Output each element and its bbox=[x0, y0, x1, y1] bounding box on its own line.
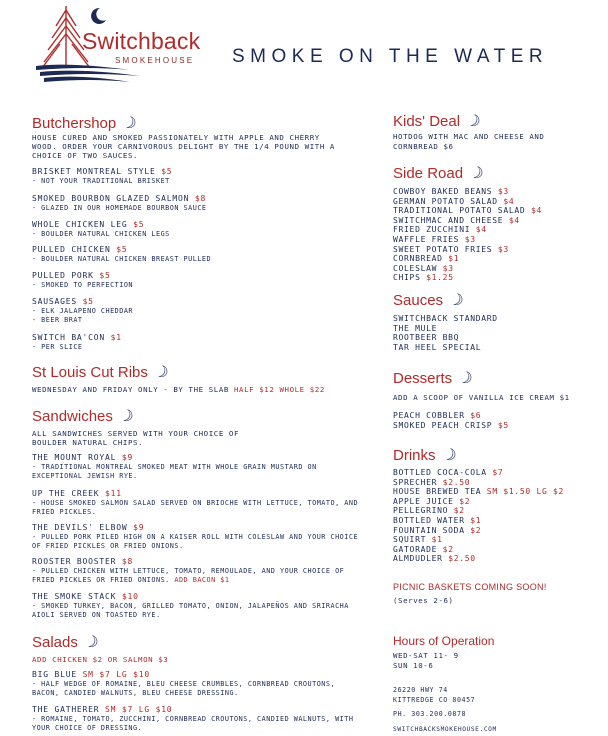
crescent-moon-icon: ☽ bbox=[466, 163, 486, 184]
sandwiches-title: Sandwiches ☽ bbox=[32, 406, 136, 427]
list-item: SWITCHMAC AND CHEESE $4 bbox=[393, 215, 520, 225]
hours-line-2: SUN 10-6 bbox=[393, 661, 434, 670]
picnic-title: PICNIC BASKETS COMING SOON! bbox=[393, 582, 547, 592]
brand-name: Switchback bbox=[82, 28, 201, 54]
butchershop-intro: HOUSE CURED AND SMOKED PASSIONATELY WITH APPLE AND CHERRY WOOD. ORDER YOUR CARNIVOROUS DELIGHT BY THE 1/4 POUND WITH A CHOICE OF TWO SAUCES. bbox=[32, 133, 335, 160]
page-headline: SMOKE ON THE WATER bbox=[232, 46, 549, 67]
list-item: PELLEGRINO $2 bbox=[393, 506, 465, 516]
ribs-title: St Louis Cut Ribs ☽ bbox=[32, 362, 171, 383]
butchershop-item: PULLED PORK $5 - SMOKED TO PERFECTION bbox=[32, 271, 134, 289]
list-item: WAFFLE FRIES $3 bbox=[393, 234, 476, 244]
list-item: BOTTLED WATER $1 bbox=[393, 515, 482, 525]
side-road-title: Side Road ☽ bbox=[393, 163, 486, 184]
list-item: TAR HEEL SPECIAL bbox=[393, 342, 482, 352]
phone-number: PH. 303.200.0878 bbox=[393, 710, 467, 718]
salads-section bbox=[32, 632, 362, 652]
butchershop-item: PULLED CHICKEN $5 - BOULDER NATURAL CHICKEN BREAST PULLED bbox=[32, 245, 212, 263]
crescent-moon-icon: ☽ bbox=[116, 406, 136, 427]
crescent-moon-icon: ☽ bbox=[81, 632, 101, 653]
sandwich-item: THE DEVILS' ELBOW $9 - PULLED PORK PILED HIGH ON A KAISER ROLL WITH COLESLAW AND YOUR CHOICE OF FRIED PICKLES OR FRIED ONIONS. bbox=[32, 523, 359, 550]
list-item: COWBOY BAKED BEANS $3 bbox=[393, 187, 509, 196]
sandwich-item: ROOSTER BOOSTER $8 - PULLED CHICKEN WITH LETTUCE, TOMATO, REMOULADE, AND YOUR CHOICE OF FRIED PICKLES OR FRIED ONIONS. ADD BACON $1 bbox=[32, 557, 345, 584]
salad-item: THE GATHERER SM $7 LG $10 - ROMAINE, TOMATO, ZUCCHINI, CORNBREAD CROUTONS, CANDIED WALNUTS, WITH YOUR CHOICE OF DRESSING. bbox=[32, 705, 354, 732]
list-item: GERMAN POTATO SALAD $4 bbox=[393, 196, 515, 206]
hours-title: Hours of Operation bbox=[393, 634, 495, 648]
butchershop-item: SAUSAGES $5 - ELK JALAPENO CHEDDAR - BEER BRAT bbox=[32, 297, 134, 324]
address-line-2: KITTREDGE CO 80457 bbox=[393, 696, 476, 704]
brand-subtitle: SMOKEHOUSE bbox=[115, 56, 195, 65]
logo-moon-icon bbox=[91, 8, 106, 24]
ribs-line: WEDNESDAY AND FRIDAY ONLY - BY THE SLAB HALF $12 WHOLE $22 bbox=[32, 385, 325, 394]
desserts-title: Desserts ☽ bbox=[393, 368, 475, 389]
website[interactable]: SWITCHBACKSMOKEHOUSE.COM bbox=[393, 726, 497, 733]
water-waves-icon bbox=[36, 65, 140, 82]
list-item: ALMDUDLER $2.50 bbox=[393, 554, 476, 564]
salads-addon: ADD CHICKEN $2 OR SALMON $3 bbox=[32, 655, 169, 664]
sauces-title: Sauces ☽ bbox=[393, 290, 466, 311]
list-item: SWEET POTATO FRIES $3 bbox=[393, 244, 509, 254]
butchershop-title: Butchershop ☽ bbox=[32, 113, 139, 134]
kids-title: Kids' Deal ☽ bbox=[393, 111, 483, 132]
list-item: COLESLAW $3 bbox=[393, 263, 454, 273]
kids-line-1: HOTDOG WITH MAC AND CHEESE AND bbox=[393, 132, 545, 141]
list-item: APPLE JUICE $2 bbox=[393, 496, 471, 506]
butchershop-item: WHOLE CHICKEN LEG $5 - BOULDER NATURAL CHICKEN LEGS bbox=[32, 220, 170, 238]
list-item: TRADITIONAL POTATO SALAD $4 bbox=[393, 206, 542, 216]
desserts-list bbox=[393, 411, 593, 430]
salad-item: BIG BLUE SM $7 LG $10 - HALF WEDGE OF ROMAINE, BLEU CHEESE CRUMBLES, CORNBREAD CROUTONS, BACON, CANDIED WALNUTS, BLEU CHEESE DRESSING. bbox=[32, 670, 336, 697]
desserts-section bbox=[393, 368, 593, 388]
salads-title: Salads ☽ bbox=[32, 632, 101, 653]
sandwich-item: THE SMOKE STACK $10 - SMOKED TURKEY, BACON, GRILLED TOMATO, ONION, JALAPEÑOS AND SRIRACHA AIOLI SERVED ON TOASTED RYE. bbox=[32, 592, 349, 619]
drinks-title: Drinks ☽ bbox=[393, 445, 459, 466]
list-item: HOUSE BREWED TEA SM $1.50 LG $2 bbox=[393, 487, 565, 497]
list-item: SMOKED PEACH CRISP $5 bbox=[393, 420, 509, 430]
list-item: PEACH COBBLER $6 bbox=[393, 411, 482, 420]
sandwiches-intro: ALL SANDWICHES SERVED WITH YOUR CHOICE OF BOULDER NATURAL CHIPS. bbox=[32, 429, 240, 447]
list-item: SPRECHER $2.50 bbox=[393, 477, 471, 487]
list-item: THE MULE bbox=[393, 323, 438, 333]
list-item: GATORADE $2 bbox=[393, 544, 454, 554]
list-item: BOTTLED COCA-COLA $7 bbox=[393, 468, 504, 477]
drinks-list bbox=[393, 468, 593, 564]
ribs-section bbox=[32, 362, 362, 382]
crescent-moon-icon: ☽ bbox=[463, 111, 483, 132]
butchershop-item: SMOKED BOURBON GLAZED SALMON $8 - GLAZED IN OUR HOMEMADE BOURBON SAUCE bbox=[32, 194, 207, 212]
desserts-addon: ADD A SCOOP OF VANILLA ICE CREAM $1 bbox=[393, 393, 570, 402]
butchershop-item: SWITCH BA'CON $1 - PER SLICE bbox=[32, 333, 122, 351]
butchershop-section bbox=[32, 113, 362, 133]
sauces-list bbox=[393, 314, 593, 352]
list-item: SQUIRT $1 bbox=[393, 535, 443, 545]
side-road-list bbox=[393, 187, 593, 283]
crescent-moon-icon: ☽ bbox=[455, 368, 475, 389]
side-road-section bbox=[393, 163, 593, 183]
address-line-1: 26220 HWY 74 bbox=[393, 686, 448, 694]
list-item: FRIED ZUCCHINI $4 bbox=[393, 225, 487, 235]
list-item: FOUNTAIN SODA $2 bbox=[393, 525, 482, 535]
butchershop-item: BRISKET MONTREAL STYLE $5 - NOT YOUR TRADITIONAL BRISKET bbox=[32, 167, 173, 185]
kids-section bbox=[393, 111, 593, 131]
sandwich-item: UP THE CREEK $11 - HOUSE SMOKED SALMON SALAD SERVED ON BRIOCHE WITH LETTUCE, TOMATO, AND FRIED PICKLES. bbox=[32, 489, 359, 516]
sauces-section bbox=[393, 290, 593, 310]
list-item: SWITCHBACK STANDARD bbox=[393, 314, 498, 323]
crescent-moon-icon: ☽ bbox=[151, 362, 171, 383]
crescent-moon-icon: ☽ bbox=[119, 113, 139, 134]
crescent-moon-icon: ☽ bbox=[438, 445, 459, 466]
picnic-sub: (Serves 2-6) bbox=[393, 596, 454, 605]
list-item: CORNBREAD $1 bbox=[393, 254, 460, 264]
drinks-section bbox=[393, 445, 593, 465]
kids-line-2: CORNBREAD $6 bbox=[393, 142, 454, 151]
list-item: ROOTBEER BBQ bbox=[393, 333, 460, 343]
sandwiches-section bbox=[32, 406, 362, 426]
hours-line-1: WED-SAT 11- 9 bbox=[393, 651, 459, 660]
sandwich-item: THE MOUNT ROYAL $9 - TRADITIONAL MONTREAL SMOKED MEAT WITH WHOLE GRAIN MUSTARD ON EXCEPTIONAL JEWISH RYE. bbox=[32, 453, 317, 480]
list-item: CHIPS $1.25 bbox=[393, 273, 454, 283]
crescent-moon-icon: ☽ bbox=[446, 290, 466, 311]
